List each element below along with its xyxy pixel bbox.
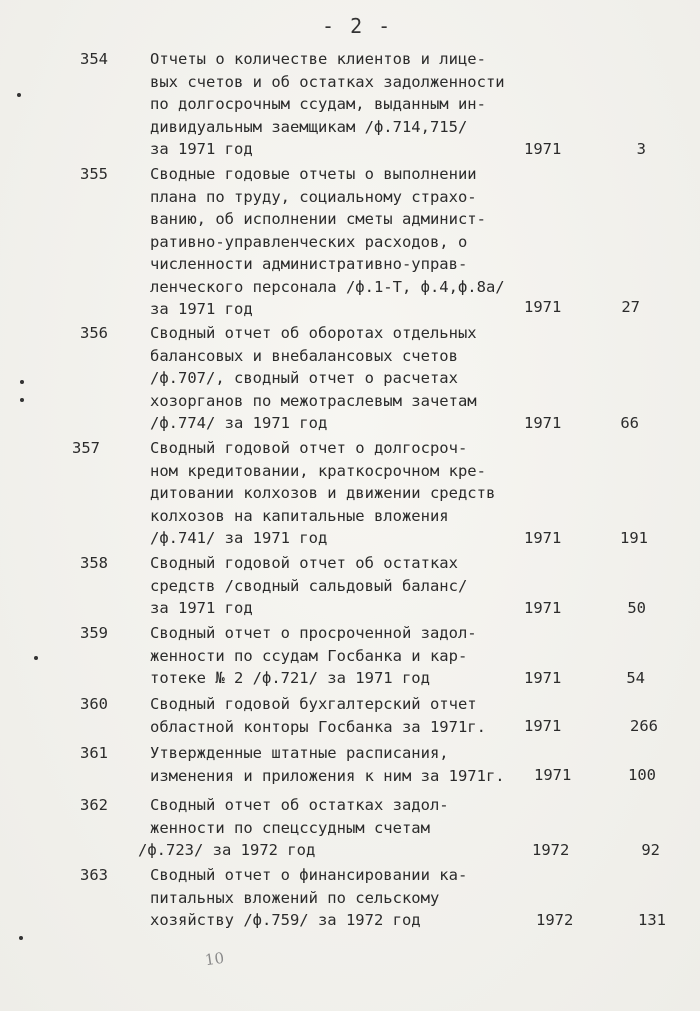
description-line: Сводный отчет об оборотах отдельных	[150, 324, 477, 342]
entry-count: 92	[641, 841, 660, 859]
description-line: ном кредитовании, краткосрочном кре-	[150, 461, 486, 480]
description-line: Сводный годовой отчет о долгосроч-	[150, 439, 468, 457]
description-line: за 1971 год	[150, 300, 253, 318]
description-line: Отчеты о количестве клиентов и лице-	[150, 50, 486, 68]
entry-number: 362	[80, 796, 108, 814]
entry-year: 1972	[536, 911, 574, 929]
description-line: /ф.723/ за 1972 год	[138, 841, 316, 859]
description-line: областной конторы Госбанка за 1971г.	[150, 717, 486, 736]
entry-year: 1971	[524, 717, 562, 735]
description-line: Сводный годовой бухгалтерский отчет	[150, 695, 477, 713]
description-line: за 1971 год	[150, 140, 253, 158]
entry-count: 66	[620, 414, 639, 432]
entry-description	[150, 322, 520, 435]
description-line: колхозов на капитальные вложения	[150, 506, 449, 525]
entry-number: 354	[80, 50, 108, 68]
description-line: Сводный годовой отчет об остатках	[150, 554, 458, 572]
margin-mark	[20, 380, 24, 384]
entry-year: 1971	[524, 140, 562, 158]
entry-description	[150, 552, 520, 620]
description-line: /ф.707/, сводный отчет о расчетах	[150, 369, 458, 387]
margin-mark	[34, 656, 38, 660]
description-line: дивидуальным заемщикам /ф.714,715/	[150, 117, 468, 136]
entry-year: 1971	[524, 599, 562, 617]
handwritten-note: 10	[203, 948, 226, 970]
margin-mark	[17, 93, 21, 97]
entry-number: 360	[80, 695, 108, 713]
entry-year: 1971	[524, 298, 562, 316]
entry-description	[150, 864, 520, 932]
entry-number: 355	[80, 165, 108, 183]
description-line: балансовых и внебалансовых счетов	[150, 346, 458, 365]
description-line: Сводный отчет о просроченной задол-	[150, 624, 477, 642]
entry-description	[138, 794, 520, 862]
entry-number: 357	[72, 439, 100, 457]
entry-year: 1972	[532, 841, 570, 859]
entry-count: 100	[628, 766, 656, 784]
description-line: Утвержденные штатные расписания,	[150, 744, 449, 762]
description-line: Сводный отчет об остатках задол-	[150, 796, 449, 814]
description-line: за 1971 год	[150, 599, 253, 617]
description-line: /ф.741/ за 1971 год	[150, 529, 328, 547]
entry-description	[150, 163, 520, 321]
entry-count: 54	[626, 669, 645, 687]
entry-count: 3	[636, 140, 646, 158]
description-line: дитовании колхозов и движении средств	[150, 484, 496, 502]
description-line: тотеке № 2 /ф.721/ за 1971 год	[150, 669, 430, 687]
entry-number: 361	[80, 744, 108, 762]
description-line: хозорганов по межотраслевым зачетам	[150, 391, 477, 410]
description-line: изменения и приложения к ним за 1971г.	[150, 766, 505, 785]
description-line: Сводный отчет о финансировании ка-	[150, 866, 468, 884]
entry-count: 50	[627, 599, 646, 617]
entry-number: 363	[80, 866, 108, 884]
margin-mark	[20, 398, 24, 402]
description-line: ванию, об исполнении сметы админист-	[150, 210, 486, 228]
entry-count: 131	[638, 911, 666, 929]
entry-count: 266	[630, 717, 658, 735]
description-line: хозяйству /ф.759/ за 1972 год	[150, 911, 421, 929]
description-line: плана по труду, социальному страхо-	[150, 187, 477, 206]
description-line: питальных вложений по сельскому	[150, 888, 440, 907]
description-line: численности административно-управ-	[150, 255, 468, 273]
description-line: Сводные годовые отчеты о выполнении	[150, 165, 477, 183]
description-line: женности по ссудам Госбанка и кар-	[150, 646, 468, 665]
description-line: средств /сводный сальдовый баланс/	[150, 576, 468, 595]
entry-description	[150, 437, 520, 550]
entry-year: 1971	[524, 529, 562, 547]
entry-year: 1971	[534, 766, 572, 784]
entry-description	[150, 48, 520, 161]
page-number: - 2 -	[322, 14, 393, 38]
entry-description	[150, 693, 520, 738]
description-line: /ф.774/ за 1971 год	[150, 414, 328, 432]
description-line: ративно-управленческих расходов, о	[150, 232, 468, 251]
description-line: вых счетов и об остатках задолженности	[150, 72, 505, 91]
description-line: по долгосрочным ссудам, выданным ин-	[150, 95, 486, 113]
description-line: женности по спецссудным счетам	[150, 818, 430, 837]
entry-description	[150, 622, 520, 690]
entry-count: 191	[620, 529, 648, 547]
description-line: ленческого персонала /ф.1-Т, ф.4,ф.8а/	[150, 277, 505, 296]
entry-number: 359	[80, 624, 108, 642]
margin-mark	[19, 936, 23, 940]
entry-year: 1971	[524, 414, 562, 432]
entry-number: 358	[80, 554, 108, 572]
entry-number: 356	[80, 324, 108, 342]
entry-year: 1971	[524, 669, 562, 687]
entry-description	[150, 742, 520, 787]
entry-count: 27	[621, 298, 640, 316]
